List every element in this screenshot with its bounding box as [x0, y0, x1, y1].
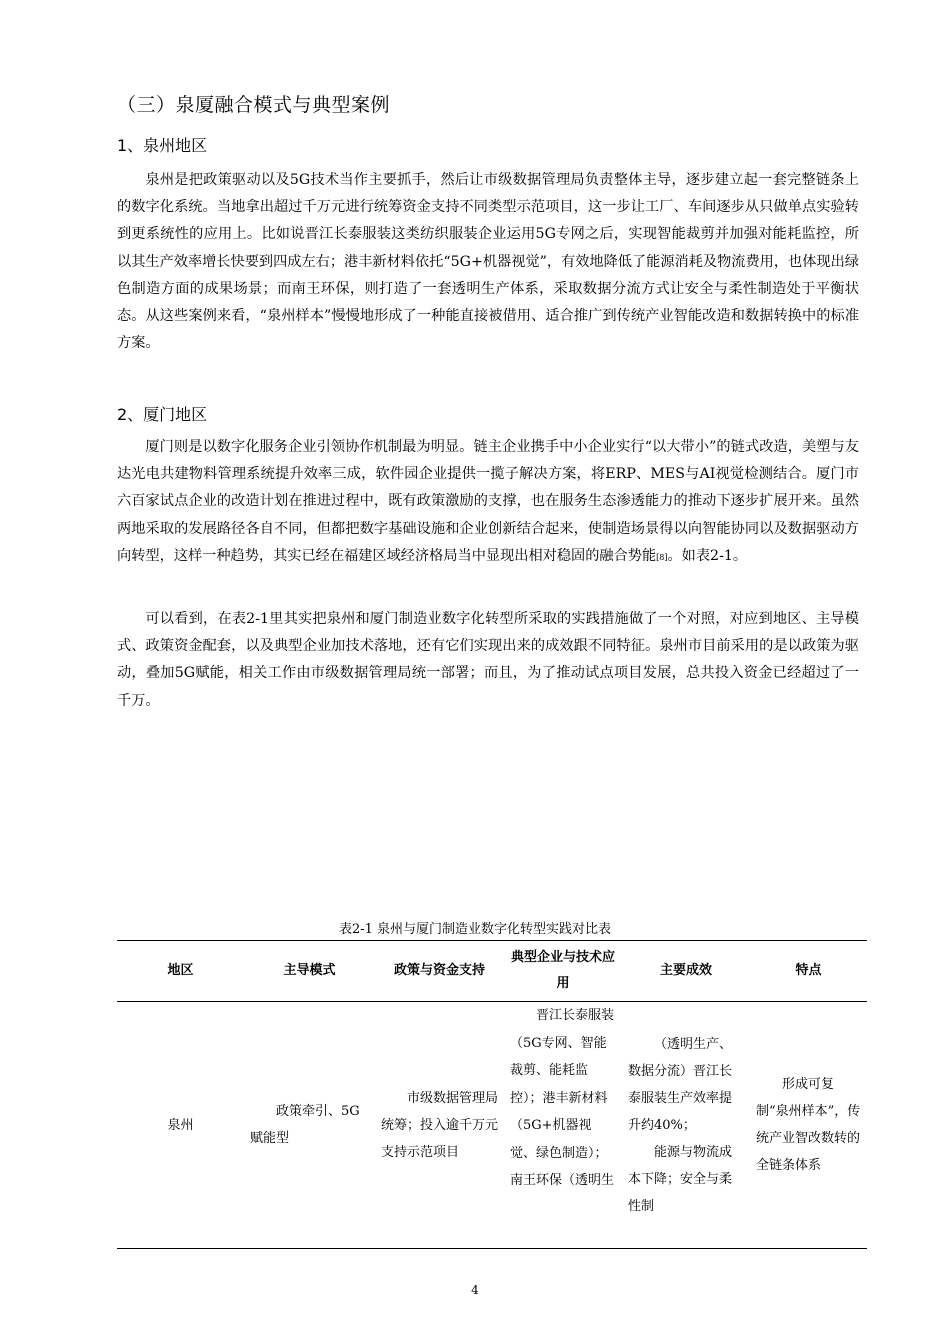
cell-tech	[504, 1002, 622, 1249]
cell-mode-text: 政策牵引、5G赋能型	[250, 1104, 360, 1146]
header-tech: 典型企业与技术应用	[504, 941, 622, 1002]
table-header-row	[117, 941, 867, 1002]
subsection-title-quanzhou: 1、泉州地区	[117, 136, 208, 155]
subsection-title-xiamen: 2、厦门地区	[117, 405, 208, 424]
header-results: 主要成效	[622, 941, 750, 1002]
cell-region: 泉州	[117, 1002, 244, 1249]
table-caption: 表2-1 泉州与厦门制造业数字化转型实践对比表	[338, 922, 612, 937]
cell-results-text-b: 能源与物流成本下降；安全与柔性制	[628, 1144, 733, 1214]
header-region: 地区	[117, 941, 244, 1002]
paragraph-xiamen-text: 厦门则是以数字化服务企业引领协作机制最为明显。链主企业携手中小企业实行“以大带小”的链式改造，美塑与友达光电共建物料管理系统提升效率三成，软件园企业提供一揽子解决方案，将ERP、MES与AI视觉检测结合。厦门市六百家试点企业的改造计划在推进过程中，既有政策激励的支撑，也在服务生态渗透能力的推动下逐步扩展开来。虽然两地采取的发展路径各自不同，但都把数字基础设施和企业创新结合起来，使制造场景得以向智能协同以及数据驱动方向转型，这样一种趋势，其实已经在福建区域经济格局当中显现出相对稳固的融合势能	[117, 439, 859, 564]
table-row	[117, 1002, 867, 1249]
header-mode: 主导模式	[244, 941, 375, 1002]
cell-feature-text: 形成可复制“泉州样本”，传统产业智改数转的全链条体系	[756, 1077, 861, 1173]
cell-policy-text: 市级数据管理局统筹；投入逾千万元支持示范项目	[381, 1090, 499, 1160]
header-feature: 特点	[750, 941, 867, 1002]
cell-feature	[750, 1002, 867, 1249]
paragraph-quanzhou: 泉州是把政策驱动以及5G技术当作主要抓手，然后让市级数据管理局负责整体主导，逐步建立起一套完整链条上的数字化系统。当地拿出超过千万元进行统筹资金支持不同类型示范项目，这一步让工厂、车间逐步从只做单点实验转到更系统性的应用上。比如说晋江长泰服装这类纺织服装企业运用5G专网之后，实现智能裁剪并加强对能耗监控，所以其生产效率增长快要到四成左右；港丰新材料依托“5G+机器视觉”，有效地降低了能源消耗及物流费用，也体现出绿色制造方面的成果场景；而南王环保，则打造了一套透明生产体系，采取数据分流方式让安全与柔性制造处于平衡状态。从这些案例来看，“泉州样本”慢慢地形成了一种能直接被借用、适合推广到传统产业智能改造和数据转换中的标准方案。	[117, 172, 859, 352]
paragraph-comparison: 可以看到，在表2-1里其实把泉州和厦门制造业数字化转型所采取的实践措施做了一个对照，对应到地区、主导模式、政策资金配套，以及典型企业加技术落地，还有它们实现出来的成效跟不同特征。泉州市目前采用的是以政策为驱动，叠加5G赋能，相关工作由市级数据管理局统一部署；而且，为了推动试点项目发展，总共投入资金已经超过了一千万。	[117, 611, 859, 709]
paragraph-xiamen-tail: 。如表2-1。	[667, 547, 748, 564]
cell-results-text-a: （透明生产、数据分流）晋江长泰服装生产效率提升约40%；	[628, 1036, 733, 1133]
cell-policy	[375, 1002, 504, 1249]
cell-tech-text: 晋江长泰服装（5G专网、智能裁剪、能耗监控）；港丰新材料（5G+机器视觉、绿色制造）；南王环保（透明生	[510, 1008, 615, 1188]
cell-mode	[244, 1002, 375, 1249]
section-title: （三）泉厦融合模式与典型案例	[117, 94, 391, 116]
citation-ref: [8]	[656, 552, 668, 562]
page-number: 4	[471, 1283, 479, 1297]
paragraph-xiamen	[117, 434, 859, 570]
header-policy: 政策与资金支持	[375, 941, 504, 1002]
cell-results	[622, 1002, 750, 1249]
comparison-table	[117, 940, 867, 1249]
